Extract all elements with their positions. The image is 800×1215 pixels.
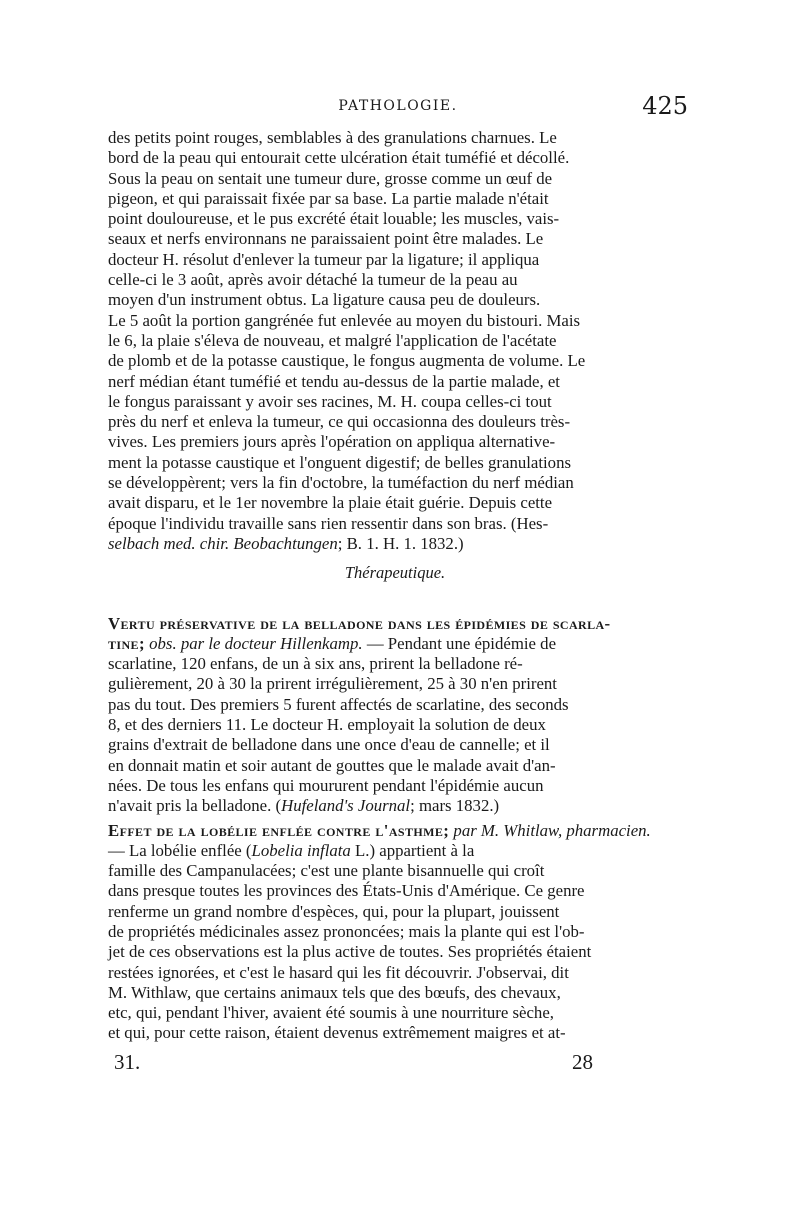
entry-belladone (108, 614, 682, 817)
text-line: seaux et nerfs environnans ne paraissaient point être malades. Le (108, 229, 544, 249)
text-line: 8, et des derniers 11. Le docteur H. employait la solution de deux (108, 715, 546, 735)
entry-nerve-tumor (108, 128, 682, 554)
text-line: avait disparu, et le 1er novembre la plaie était guérie. Depuis cette (108, 493, 553, 513)
text-line: époque l'individu travaille sans rien ressentir dans son bras. (Hes- (108, 513, 549, 533)
text-line: renferme un grand nombre d'espèces, qui, pour la plupart, jouissent (108, 901, 560, 921)
citation-line (108, 796, 682, 816)
text-line: le 6, la plaie s'éleva de nouveau, et malgré l'application de l'acétate (108, 330, 557, 350)
text-line: point douloureuse, et le pus excrété était louable; les muscles, vais- (108, 209, 560, 229)
text-line: M. Withlaw, que certains animaux tels que des bœufs, des chevaux, (108, 982, 561, 1002)
citation-line (108, 534, 682, 554)
entry-heading-line (108, 821, 682, 841)
citation-details: ; mars 1832.) (410, 796, 500, 816)
text-line: scarlatine, 120 enfans, de un à six ans, prirent la belladone ré- (108, 654, 523, 674)
entry-byline: par M. Whitlaw, pharmacien. (453, 820, 651, 840)
text-line: se développèrent; vers la fin d'octobre, la tuméfaction du nerf médian (108, 473, 574, 493)
text-line: Sous la peau on sentait une tumeur dure, grosse comme un œuf de (108, 168, 553, 188)
entry-lobelie (108, 821, 682, 1044)
text-fragment: L.) appartient à la (355, 840, 475, 860)
page-number: 425 (642, 92, 688, 120)
text-line: pas du tout. Des premiers 5 furent affectés de scarlatine, des seconds (108, 694, 569, 714)
text-fragment: — Pendant une épidémie de (366, 633, 557, 653)
text-line: moyen d'un instrument obtus. La ligature causa peu de douleurs. (108, 290, 541, 310)
text-line: dans presque toutes les provinces des États-Unis d'Amérique. Ce genre (108, 881, 585, 901)
text-line: pigeon, et qui paraissait fixée par sa base. La partie malade n'était (108, 188, 549, 208)
citation-details: ; B. 1. H. 1. 1832.) (337, 533, 464, 553)
text-line: vives. Les premiers jours après l'opération on appliqua alternative- (108, 432, 556, 452)
text-line: grains d'extrait de belladone dans une once d'eau de cannelle; et il (108, 735, 550, 755)
text-line: jet de ces observations est la plus active de toutes. Ses propriétés étaient (108, 942, 592, 962)
citation-title: selbach med. chir. Beobachtungen (108, 533, 338, 553)
entry-heading: Vertu préservative de la belladone dans les épidémies de scarla- (108, 613, 611, 633)
text-line: ment la potasse caustique et l'onguent digestif; de belles granulations (108, 452, 571, 472)
text-line: Le 5 août la portion gangrénée fut enlevée au moyen du bistouri. Mais (108, 310, 581, 330)
citation-title: Hufeland's Journal (281, 796, 411, 816)
section-title: Thérapeutique. (344, 563, 446, 583)
text-line: de propriétés médicinales assez prononcées; mais la plante qui est l'ob- (108, 921, 585, 941)
text-line: de plomb et de la potasse caustique, le fongus augmenta de volume. Le (108, 351, 586, 371)
text-line: le fongus paraissant y avoir ses racines, M. H. coupa celles-ci tout (108, 391, 552, 411)
latin-name: Lobelia inflata (251, 840, 351, 860)
text-line: gulièrement, 20 à 30 la prirent irrégulièrement, 25 à 30 n'en prirent (108, 674, 557, 694)
text-line: en donnait matin et soir autant de gouttes que le malade avait d'an- (108, 755, 556, 775)
text-line (108, 841, 682, 861)
text-line: restées ignorées, et c'est le hasard qui les fit découvrir. J'observai, dit (108, 962, 569, 982)
text-line: et qui, pour cette raison, étaient devenus extrêmement maigres et at- (108, 1023, 566, 1043)
running-head: PATHOLOGIE. (338, 98, 458, 114)
text-line: des petits point rouges, semblables à des granulations charnues. Le (108, 128, 557, 147)
text-line (108, 634, 682, 654)
text-line: nées. De tous les enfans qui moururent pendant l'épidémie aucun (108, 775, 544, 795)
page-header (108, 92, 688, 124)
sheet-number: 28 (572, 1050, 593, 1074)
page-footer (108, 1050, 682, 1080)
text-line: docteur H. résolut d'enlever la tumeur par la ligature; il appliqua (108, 249, 540, 269)
signature-mark: 31. (114, 1050, 141, 1074)
entry-heading: Effet de la lobélie enflée contre l'asthme; (108, 820, 450, 840)
entry-heading-line (108, 614, 682, 634)
entry-heading-cont: tine; (108, 633, 145, 653)
text-line: nerf médian étant tuméfié et tendu au-dessus de la partie malade, et (108, 371, 560, 391)
text-line: bord de la peau qui entourait cette ulcération était tuméfié et décollé. (108, 148, 570, 168)
text-fragment: n'avait pris la belladone. ( (108, 796, 282, 816)
entry-byline: obs. par le docteur Hillenkamp. (149, 633, 363, 653)
text-line: près du nerf et enleva la tumeur, ce qui occasionna des douleurs très- (108, 412, 571, 432)
text-line: etc, qui, pendant l'hiver, avaient été soumis à une nourriture sèche, (108, 1003, 554, 1023)
text-line: famille des Campanulacées; c'est une plante bisannuelle qui croît (108, 861, 545, 881)
body-text (108, 128, 682, 1044)
text-fragment: — La lobélie enflée ( (108, 840, 252, 860)
text-line: celle-ci le 3 août, après avoir détaché la tumeur de la peau au (108, 270, 518, 290)
